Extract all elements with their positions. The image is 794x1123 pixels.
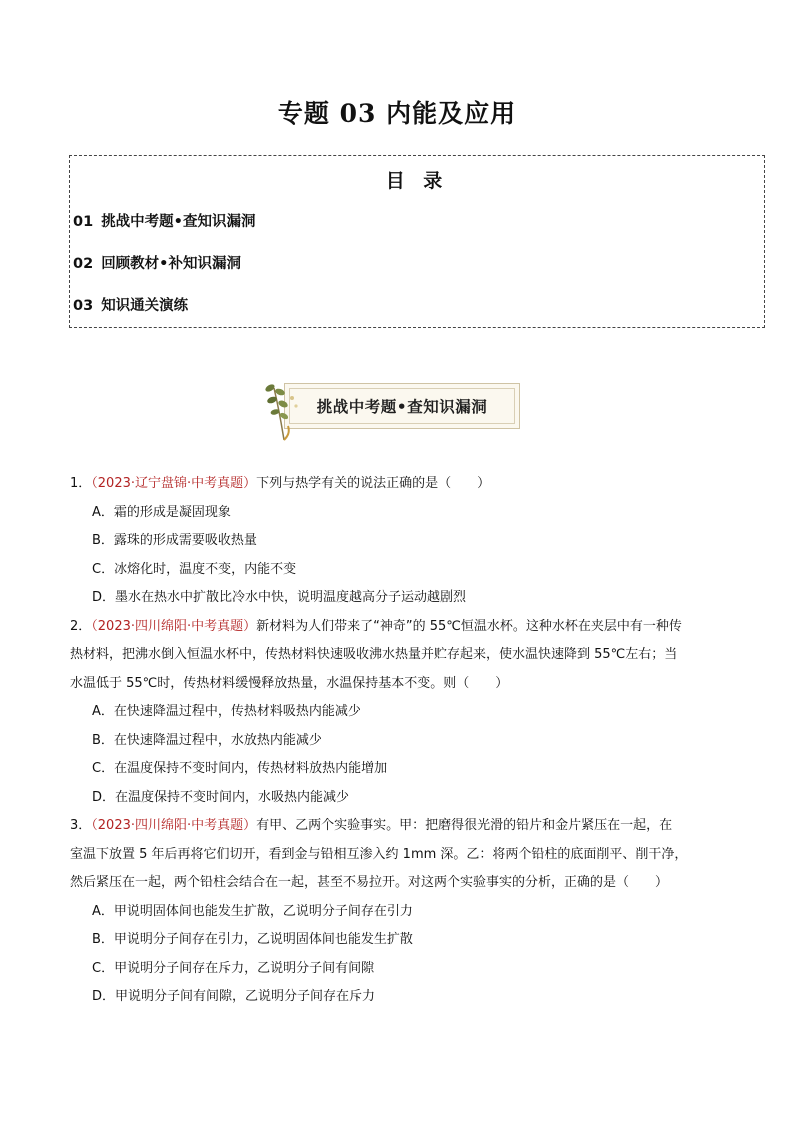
- option-a[interactable]: A．甲说明固体间也能发生扩散，乙说明分子间存在引力: [92, 903, 413, 919]
- question-stem: [70, 470, 730, 499]
- toc-item-01[interactable]: [73, 210, 255, 231]
- option-c[interactable]: C．冰熔化时，温度不变，内能不变: [92, 561, 297, 577]
- question-2: [70, 613, 730, 813]
- toc-item-03[interactable]: [73, 294, 188, 315]
- option-a[interactable]: A．霜的形成是凝固现象: [92, 504, 231, 520]
- question-text-line: 室温下放置 5 年后再将它们切开，看到金与铅相互渗入约 1mm 深。乙：将两个铅柱的底面削平、削干净，: [70, 846, 688, 862]
- question-text: 新材料为人们带来了“神奇”的 55℃恒温水杯。这种水杯在夹层中有一种传: [256, 618, 682, 634]
- question-list: [70, 470, 730, 1012]
- question-stem: [70, 812, 730, 841]
- question-1: [70, 470, 730, 613]
- toc-item-label: 知识通关演练: [101, 298, 189, 314]
- option-d[interactable]: D．在温度保持不变时间内，水吸热内能减少: [92, 789, 350, 805]
- question-text-line: 然后紧压在一起，两个铅柱会结合在一起，甚至不易拉开。对这两个实验事实的分析，正确的是（ ）: [70, 875, 669, 890]
- question-stem: [70, 613, 730, 642]
- question-3: [70, 812, 730, 1012]
- banner-label: 挑战中考题•查知识漏洞: [289, 388, 515, 424]
- option-c[interactable]: C．在温度保持不变时间内，传热材料放热内能增加: [92, 761, 388, 776]
- toc-heading: 目 录: [385, 170, 449, 192]
- toc-item-number: 03: [73, 298, 94, 314]
- option-d[interactable]: D．墨水在热水中扩散比冷水中快，说明温度越高分子运动越剧烈: [92, 590, 467, 605]
- option-b[interactable]: B．露珠的形成需要吸收热量: [92, 533, 257, 548]
- question-text: 下列与热学有关的说法正确的是（ ）: [256, 476, 491, 491]
- toc-item-number: 02: [73, 256, 94, 272]
- page-title: 专题 03 内能及应用: [277, 99, 517, 128]
- toc-item-label: 挑战中考题•查知识漏洞: [101, 214, 256, 230]
- toc-item-02[interactable]: [73, 252, 241, 273]
- banner-frame: [284, 383, 520, 429]
- question-text: 有甲、乙两个实验事实。甲：把磨得很光滑的铅片和金片紧压在一起，在: [256, 818, 673, 833]
- toc-item-label: 回顾教材•补知识漏洞: [101, 256, 241, 272]
- question-number: 1．: [70, 476, 92, 491]
- question-number: 3．: [70, 818, 92, 833]
- question-number: 2．: [70, 618, 92, 634]
- question-source: （2023·四川绵阳·中考真题）: [91, 818, 257, 833]
- option-a[interactable]: A．在快速降温过程中，传热材料吸热内能减少: [92, 704, 361, 719]
- option-b[interactable]: B．甲说明分子间存在引力，乙说明固体间也能发生扩散: [92, 932, 413, 947]
- option-d[interactable]: D．甲说明分子间有间隙，乙说明分子间存在斥力: [92, 989, 376, 1004]
- option-b[interactable]: B．在快速降温过程中，水放热内能减少: [92, 732, 322, 748]
- option-c[interactable]: C．甲说明分子间存在斥力，乙说明分子间有间隙: [92, 960, 375, 976]
- question-text-line: 水温低于 55℃时，传热材料缓慢释放热量，水温保持基本不变。则（ ）: [70, 675, 509, 691]
- question-text-line: 热材料，把沸水倒入恒温水杯中，传热材料快速吸收沸水热量并贮存起来，使水温快速降到 55℃左右；当: [70, 647, 678, 662]
- table-of-contents: [69, 155, 765, 328]
- section-banner: [262, 380, 524, 444]
- question-source: （2023·辽宁盘锦·中考真题）: [91, 476, 257, 491]
- plant-icon: [262, 380, 302, 444]
- question-source: （2023·四川绵阳·中考真题）: [91, 618, 257, 634]
- toc-item-number: 01: [73, 214, 94, 230]
